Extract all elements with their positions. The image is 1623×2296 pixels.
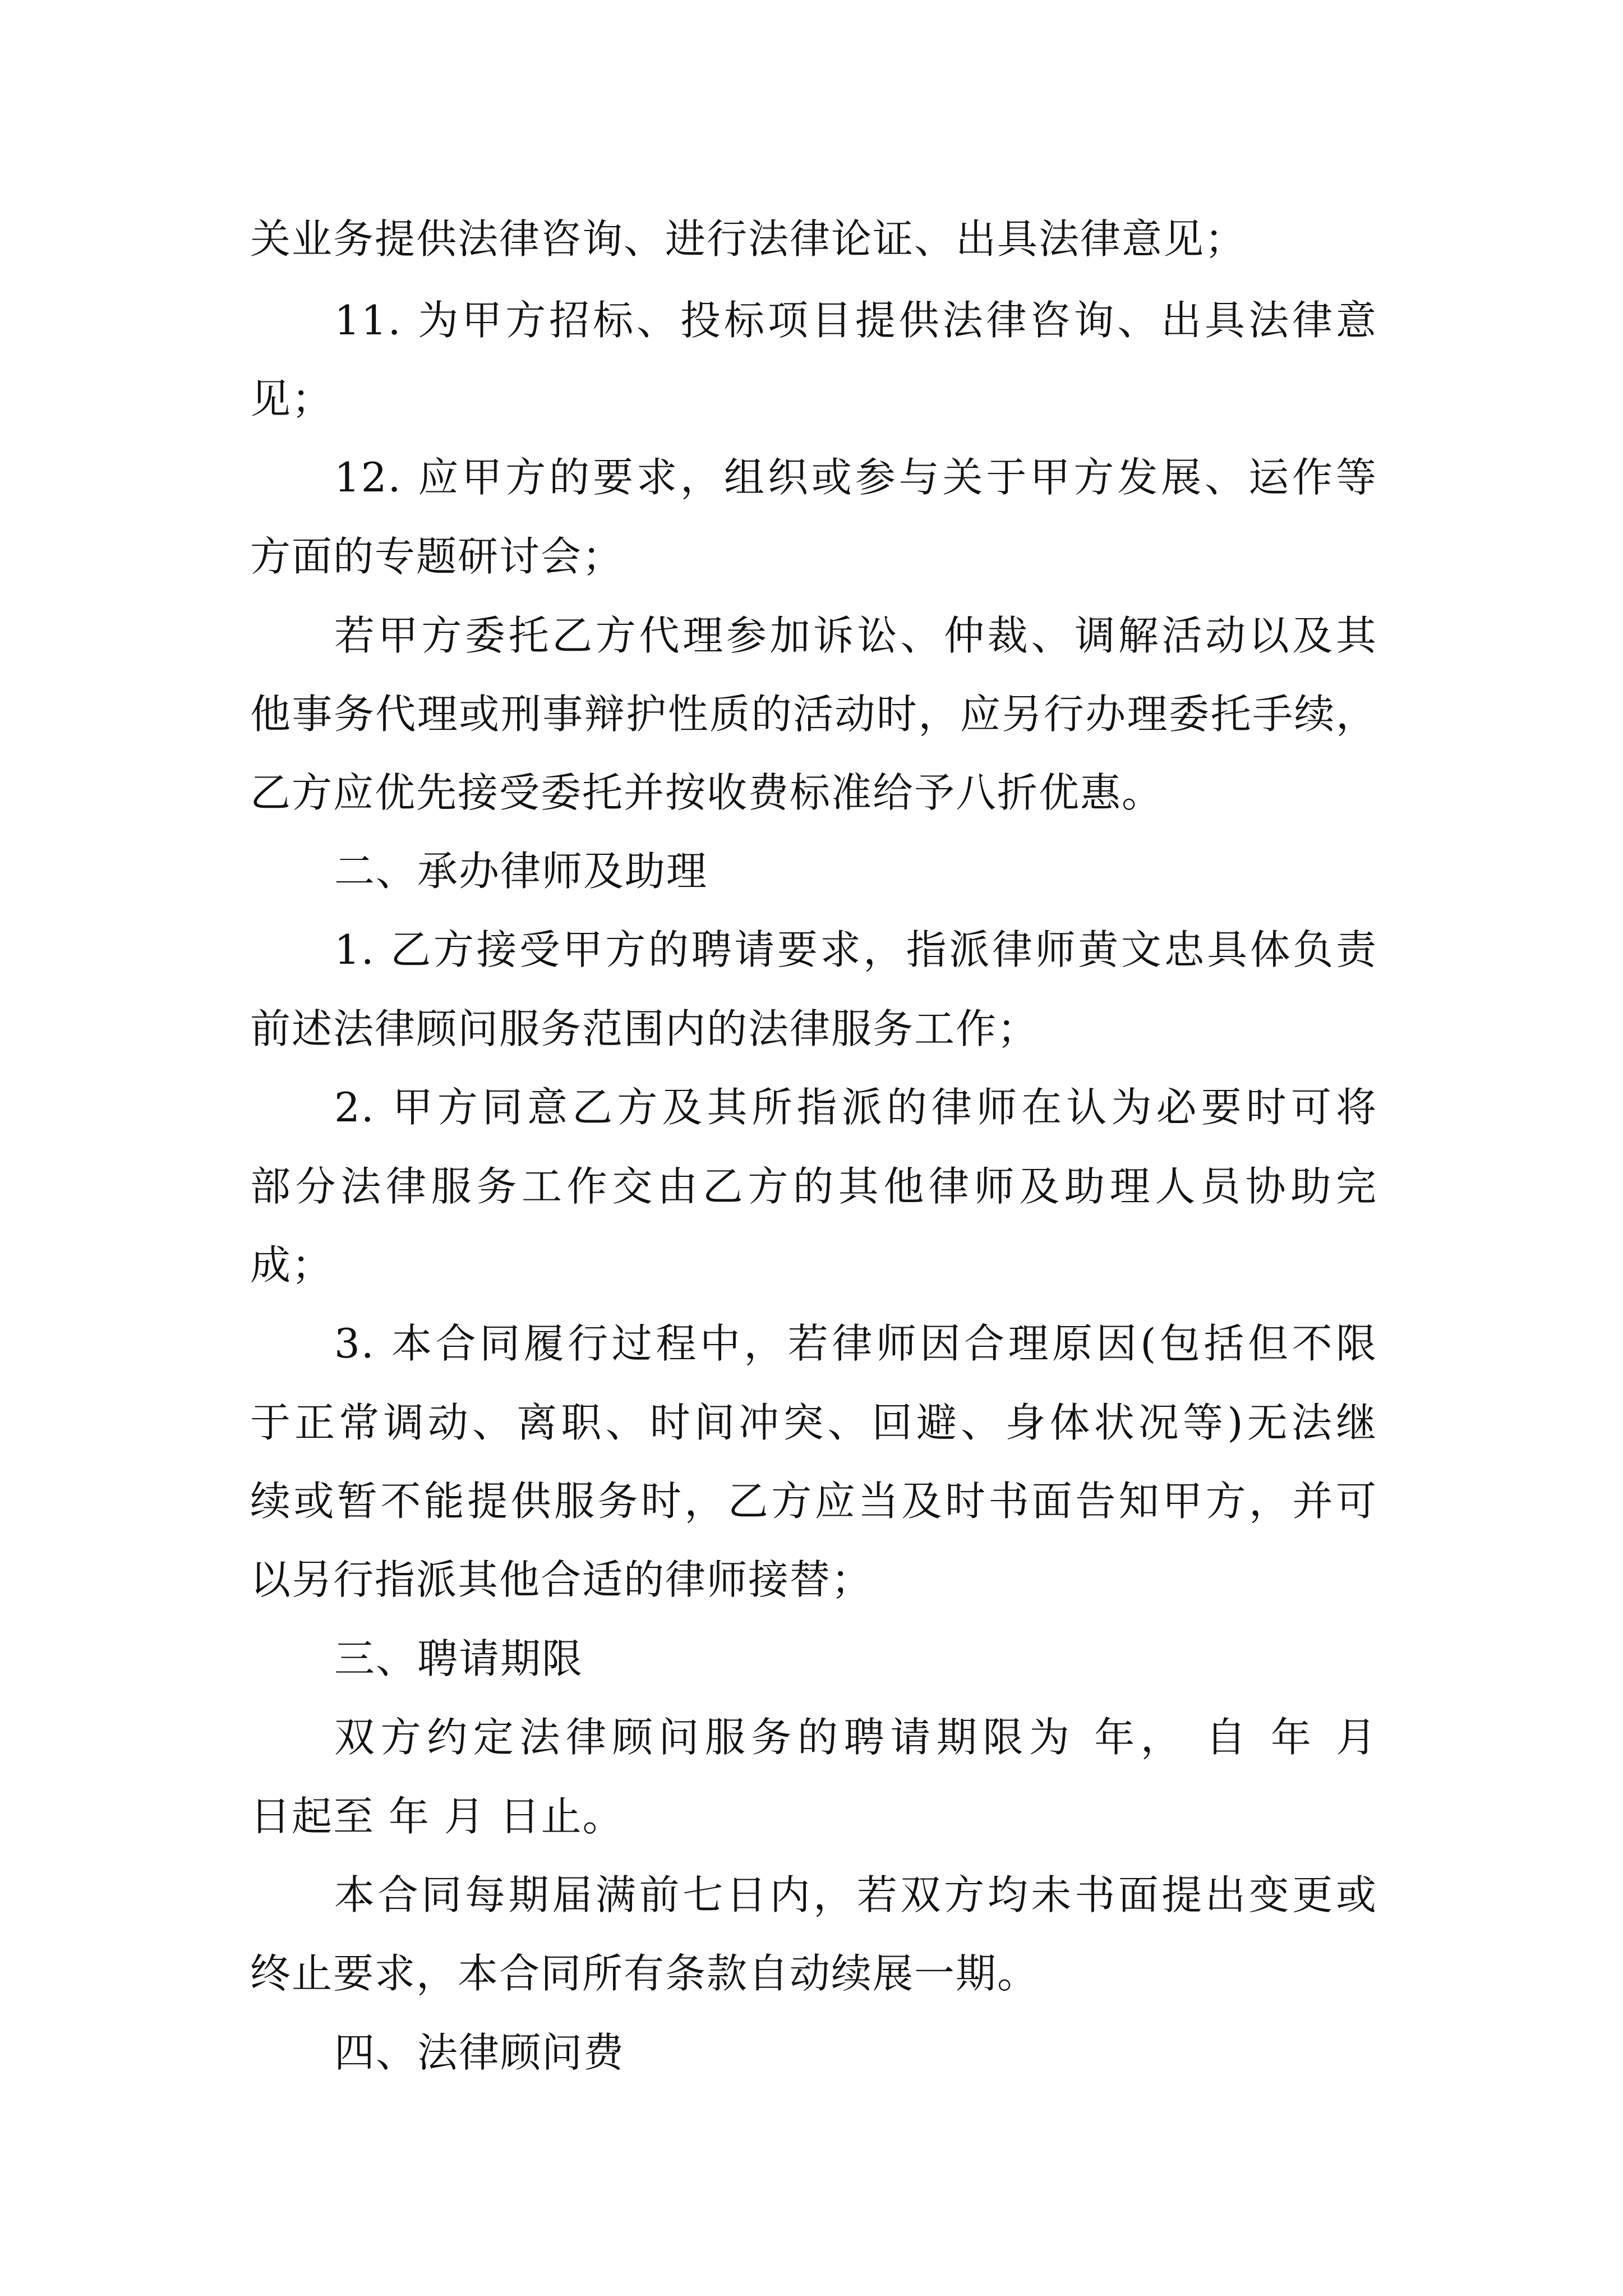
text-line-5: 方面的专题研讨会；: [250, 533, 624, 580]
text-line-7: 他事务代理或刑事辩护性质的活动时，应另行办理委托手续，: [250, 691, 1377, 738]
text-line-4: 12. 应甲方的要求，组织或参与关于甲方发展、运作等: [334, 454, 1377, 501]
section-heading-3: 三、聘请期限: [334, 1635, 584, 1682]
text-line-16: 于正常调动、离职、时间冲突、回避、身体状况等)无法继: [250, 1399, 1377, 1446]
text-line-14: 成；: [250, 1241, 334, 1289]
text-line-17: 续或暂不能提供服务时，乙方应当及时书面告知甲方，并可: [250, 1478, 1377, 1525]
text-line-12: 2. 甲方同意乙方及其所指派的律师在认为必要时可将: [334, 1084, 1377, 1131]
text-line-3: 见；: [250, 375, 334, 422]
text-line-18: 以另行指派其他合适的律师接替；: [250, 1556, 873, 1603]
text-line-11: 前述法律顾问服务范围内的法律服务工作；: [250, 1005, 1039, 1052]
text-line-20: 双方约定法律顾问服务的聘请期限为 年， 自 年 月: [334, 1714, 1377, 1761]
text-line-6: 若甲方委托乙方代理参加诉讼、仲裁、调解活动以及其: [334, 612, 1377, 659]
section-heading-4: 四、法律顾问费: [334, 2029, 625, 2076]
text-line-15: 3. 本合同履行过程中，若律师因合理原因(包括但不限: [334, 1320, 1377, 1367]
text-line-13: 部分法律服务工作交由乙方的其他律师及助理人员协助完: [250, 1163, 1377, 1210]
text-line-8: 乙方应优先接受委托并按收费标准给予八折优惠。: [250, 769, 1164, 816]
text-line-21: 日起至 年 月 日止。: [250, 1793, 624, 1840]
text-line-2: 11. 为甲方招标、投标项目提供法律咨询、出具法律意: [334, 297, 1377, 344]
text-line-10: 1. 乙方接受甲方的聘请要求，指派律师黄文忠具体负责: [334, 926, 1377, 973]
section-heading-2: 二、承办律师及助理: [334, 848, 708, 895]
text-line-23: 终止要求，本合同所有条款自动续展一期。: [250, 1950, 1039, 1997]
text-line-1: 关业务提供法律咨询、进行法律论证、出具法律意见；: [250, 215, 1247, 263]
text-line-22: 本合同每期届满前七日内，若双方均未书面提出变更或: [334, 1871, 1377, 1918]
